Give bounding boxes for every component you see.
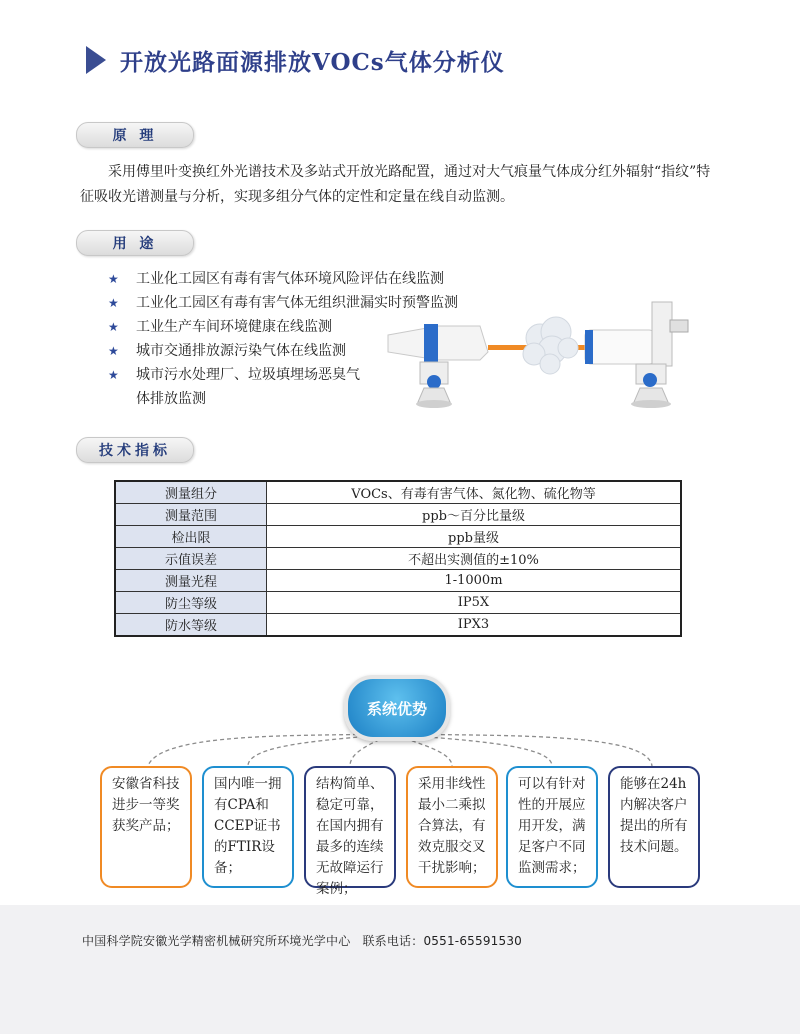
telescope-left bbox=[388, 324, 488, 408]
table-row: 测量组分 VOCs、有毒有害气体、氮化物、硫化物等 bbox=[115, 481, 681, 504]
advantage-card: 国内唯一拥有CPA和CCEP证书的FTIR设备； bbox=[202, 766, 294, 888]
spectrometer-right bbox=[585, 302, 688, 408]
list-item: ★ 工业化工园区有毒有害气体环境风险评估在线监测 bbox=[108, 267, 488, 291]
star-icon: ★ bbox=[108, 344, 119, 358]
table-row: 测量范围 ppb～百分比量级 bbox=[115, 504, 681, 526]
footer-phone-label: 联系电话： bbox=[362, 934, 424, 948]
list-item: ★ 城市污水处理厂、垃圾填埋场恶臭气体排放监测 bbox=[108, 363, 366, 411]
section-tag-uses: 用 途 bbox=[76, 230, 194, 256]
page-title: 开放光路面源排放VOCs气体分析仪 bbox=[120, 48, 505, 76]
footer-phone: 0551-65591530 bbox=[423, 934, 523, 948]
principle-text: 采用傅里叶变换红外光谱技术及多站式开放光路配置，通过对大气痕量气体成分红外辐射“指纹”特征吸收光谱测量与分析，实现多组分气体的定性和定量在线自动监测。 bbox=[80, 164, 711, 205]
section-tag-principle: 原 理 bbox=[76, 122, 194, 148]
advantage-card: 采用非线性最小二乘拟合算法，有效克服交叉干扰影响； bbox=[406, 766, 498, 888]
star-icon: ★ bbox=[108, 320, 119, 334]
advantages-badge: 系统优势 bbox=[344, 675, 450, 741]
page-header bbox=[86, 40, 505, 80]
section-tag-specs: 技术指标 bbox=[76, 437, 194, 463]
star-icon: ★ bbox=[108, 368, 119, 382]
star-icon: ★ bbox=[108, 296, 119, 310]
advantage-card: 结构简单、稳定可靠，在国内拥有最多的连续无故障运行案例； bbox=[304, 766, 396, 888]
table-row: 防水等级 IPX3 bbox=[115, 614, 681, 637]
table-row: 示值误差 不超出实测值的±10% bbox=[115, 548, 681, 570]
list-item: ★ 城市交通排放源污染气体在线监测 bbox=[108, 339, 488, 363]
list-item: ★ 工业化工园区有毒有害气体无组织泄漏实时预警监测 bbox=[108, 291, 488, 315]
footer-org: 中国科学院安徽光学精密机械研究所环境光学中心 bbox=[82, 934, 351, 948]
table-row: 测量光程 1-1000m bbox=[115, 570, 681, 592]
list-item: ★ 工业生产车间环境健康在线监测 bbox=[108, 315, 488, 339]
gas-cloud-icon bbox=[523, 317, 578, 374]
instrument-illustration bbox=[380, 290, 710, 415]
spec-table bbox=[114, 480, 682, 637]
advantage-card: 安徽省科技进步一等奖获奖产品； bbox=[100, 766, 192, 888]
footer-band bbox=[0, 905, 800, 1034]
table-row: 防尘等级 IP5X bbox=[115, 592, 681, 614]
title-arrow-icon bbox=[86, 46, 106, 74]
advantage-card: 可以有针对性的开展应用开发，满足客户不同监测需求； bbox=[506, 766, 598, 888]
table-row: 检出限 ppb量级 bbox=[115, 526, 681, 548]
star-icon: ★ bbox=[108, 272, 119, 286]
advantage-card: 能够在24h内解决客户提出的所有技术问题。 bbox=[608, 766, 700, 888]
footer bbox=[82, 932, 522, 949]
